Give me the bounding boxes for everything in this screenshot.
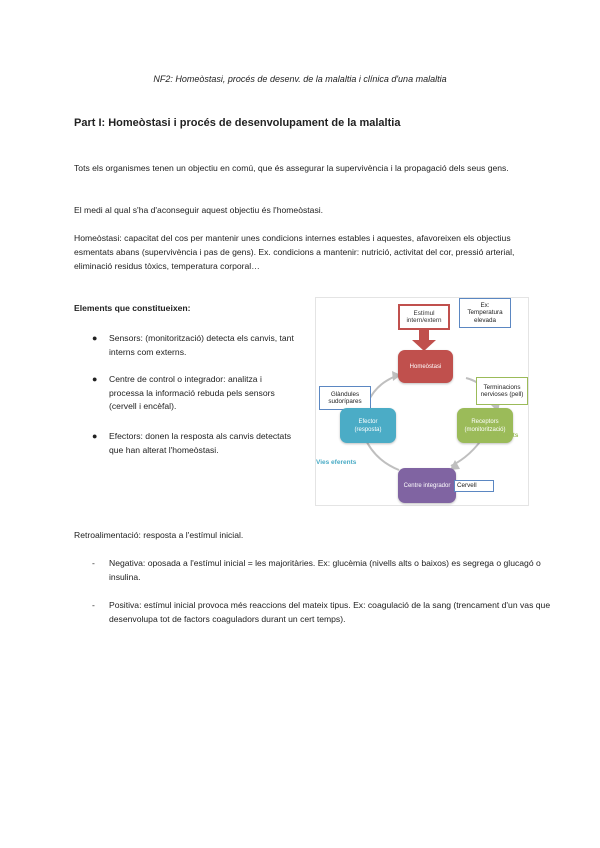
glands-box: Glàndules sudorípares <box>319 386 371 410</box>
feedback-intro: Retroalimentació: resposta a l'estímul inicial. <box>74 530 244 540</box>
list-item <box>92 430 292 460</box>
intro-paragraph: Tots els organismes tenen un objectiu en comú, que és assegurar la supervivència i la propagació dels seus gens. <box>74 163 509 173</box>
list-item <box>92 556 562 586</box>
brain-box: Cervell <box>454 480 494 492</box>
homeostasis-label: Homeòstasi <box>409 363 442 370</box>
elements-title: Elements que constitueixen: <box>74 303 191 313</box>
list-item-text: Negativa: oposada a l'estímul inicial = les majoritàries. Ex: glucèmia (nivells alts o baixos) es segrega o glucagó o insulina. <box>109 558 541 582</box>
stimulus-arrow-icon <box>412 330 436 351</box>
center-label: Centre integrador <box>403 482 451 489</box>
afferent-label: Vies aferents <box>478 432 519 439</box>
means-paragraph: El medi al qual s'ha d'aconseguir aquest objectiu és l'homeòstasi. <box>74 205 324 215</box>
example-box: Ex: Temperatura elevada <box>459 298 511 328</box>
document-header-title: NF2: Homeòstasi, procés de desenv. de la malaltia i clínica d'una malaltia <box>153 74 447 84</box>
list-item-text: Efectors: donen la resposta als canvis detectats que han alterat l'homeòstasi. <box>109 431 292 455</box>
efferent-label: Vies eferents <box>316 459 357 466</box>
list-item <box>92 598 562 628</box>
effector-sublabel: (resposta) <box>354 426 382 433</box>
effector-label: Efector <box>358 418 378 425</box>
effector-node <box>340 408 396 443</box>
bullet-icon: ● <box>92 431 98 441</box>
homeostasis-node <box>398 350 453 383</box>
bullet-icon: ● <box>92 374 98 384</box>
stimulus-box: Estímul intern/extern <box>398 304 450 330</box>
center-node <box>398 468 456 503</box>
list-item <box>92 373 292 415</box>
dash-icon: - <box>92 600 95 610</box>
list-item-text: Positiva: estímul inicial provoca més reaccions del mateix tipus. Ex: coagulació de la sang (trencament d'un vas que desenvolupa tot de factors coaguladors durant un cert temps). <box>109 600 551 624</box>
list-item <box>92 332 292 362</box>
bullet-icon: ● <box>92 333 98 343</box>
receptors-sublabel: (monitorització) <box>464 426 506 433</box>
receptors-label: Receptors <box>471 418 499 425</box>
section-heading: Part I: Homeòstasi i procés de desenvolupament de la malaltia <box>74 117 401 129</box>
nerve-endings-box: Terminacions nervioses (pell) <box>476 377 528 405</box>
definition-paragraph: Homeòstasi: capacitat del cos per mantenir unes condicions internes estables i aquestes, afavoreixen els objectius esmentats abans (supervivència i pas de gens). Ex. condicions a mantenir: nutrició, activitat del cor, pressió arterial, eliminació residus tòxics, temperatura corporal… <box>74 233 515 271</box>
list-item-text: Centre de control o integrador: analitza i processa la informació rebuda pels sensors (cervell i encèfal). <box>109 374 275 411</box>
dash-icon: - <box>92 558 95 568</box>
homeostasis-diagram <box>315 297 529 506</box>
list-item-text: Sensors: (monitorització) detecta els canvis, tant interns com externs. <box>109 333 294 357</box>
cycle-arrow-icon <box>368 376 396 402</box>
